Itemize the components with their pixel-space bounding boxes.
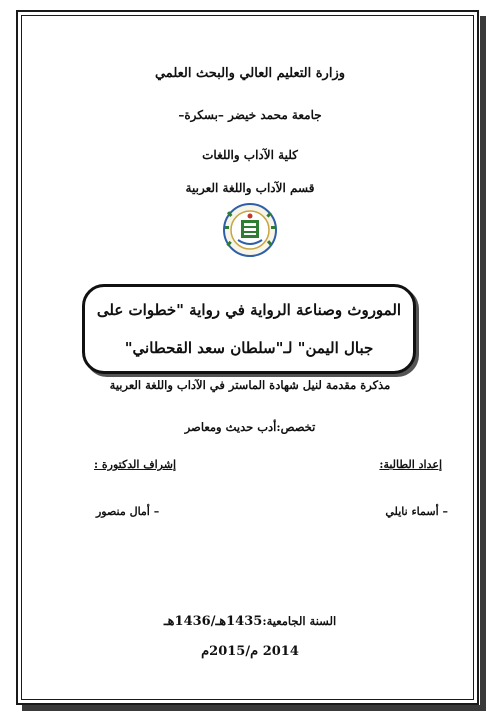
department-heading: قسم الآداب واللغة العربية: [185, 181, 315, 195]
academic-year-hijri: [40, 614, 460, 629]
thesis-title-line-1: الموروث وصناعة الرواية في رواية "خطوات على: [96, 301, 402, 319]
supervisor-name: – أمال منصور: [96, 505, 160, 518]
ministry-heading: وزارة التعليم العالي والبحث العلمي: [154, 66, 346, 81]
faculty-heading: كلية الآداب واللغات: [202, 148, 298, 162]
prepared-by-label: إعداد الطالبة:: [379, 458, 442, 471]
memo-purpose: مذكرة مقدمة لنيل شهادة الماستر في الآداب واللغة العربية: [109, 378, 391, 392]
page-shadow-right: [480, 16, 486, 710]
supervised-by-label: إشراف الدكتورة :: [94, 458, 177, 471]
university-heading: جامعة محمد خيضر –بسكرة–: [178, 108, 322, 122]
academic-year-hijri-value: 1435هـ/1436هـ: [163, 614, 263, 629]
memo-specialty: تخصص:أدب حديث ومعاصر: [184, 420, 316, 434]
student-name: – أسماء نايلي: [385, 505, 448, 518]
thesis-title-box: [82, 284, 416, 374]
academic-year-label: السنة الجامعية:: [262, 614, 337, 628]
academic-year-gregorian: 2014 م/2015م: [201, 644, 299, 659]
university-seal-icon: [222, 202, 278, 258]
thesis-title-line-2: جبال اليمن" لـ"سلطان سعد القحطاني": [124, 339, 374, 357]
page-shadow-bottom: [22, 705, 486, 711]
